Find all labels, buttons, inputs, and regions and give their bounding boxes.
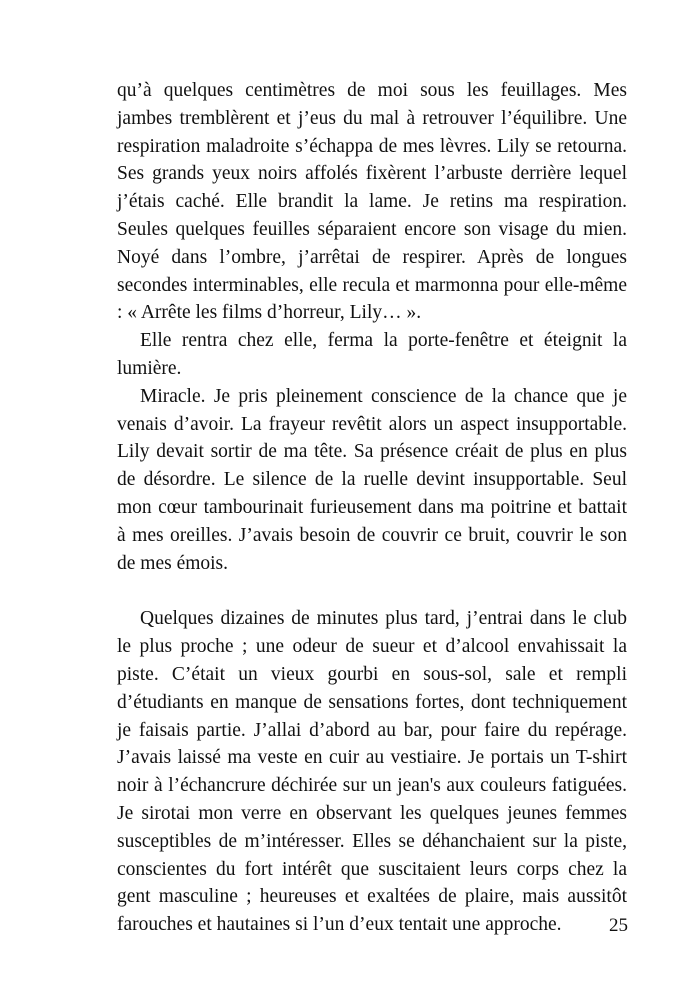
page-number: 25 (609, 915, 628, 936)
paragraph-1: qu’à quelques centimètres de moi sous les feuillages. Mes jambes tremblèrent et j’eus du mal à retrouver l’équilibre. Une respiration maladroite s’échappa de mes lèvres. Lily se retourna. Ses grands yeux noirs affolés fixèrent l’arbuste derrière lequel j’étais caché. Elle brandit la lame. Je retins ma respiration. Seules quelques feuilles séparaient encore son visage du mien. Noyé dans l’ombre, j’arrêtai de respirer. Après de longues secondes interminables, elle recula et marmonna pour elle-même : « Arrête les films d’horreur, Lily… ». (117, 80, 627, 324)
paragraph-4: Quelques dizaines de minutes plus tard, j’entrai dans le club le plus proche ; une odeur de sueur et d’alcool envahissait la piste. C’était un vieux gourbi en sous-sol, sale et rempli d’étudiants en manque de sensations fortes, dont techniquement je faisais partie. J’allai d’abord au bar, pour faire du repérage. J’avais laissé ma veste en cuir au vestiaire. Je portais un T-shirt noir à l’échancrure déchirée sur un jean's aux couleurs fatiguées. Je sirotai mon verre en observant les quelques jeunes femmes susceptibles de m’intéresser. Elles se déhanchaient sur la piste, conscientes du fort intérêt que suscitaient leurs corps chez la gent masculine ; heureuses et exaltées de plaire, mais aussitôt farouches et hautaines si l’un d’eux tentait une approche. (117, 608, 627, 936)
paragraph-3: Miracle. Je pris pleinement conscience de la chance que je venais d’avoir. La frayeur revêtit alors un aspect insupportable. Lily devait sortir de ma tête. Sa présence créait de plus en plus de désordre. Le silence de la ruelle devint insupportable. Seul mon cœur tambourinait furieusement dans ma poitrine et battait à mes oreilles. J’avais besoin de couvrir ce bruit, couvrir le son de mes émois. (117, 385, 627, 574)
body-text (117, 77, 627, 939)
paragraph-2: Elle rentra chez elle, ferma la porte-fenêtre et éteignit la lumière. (117, 330, 627, 379)
section-break (117, 577, 627, 605)
